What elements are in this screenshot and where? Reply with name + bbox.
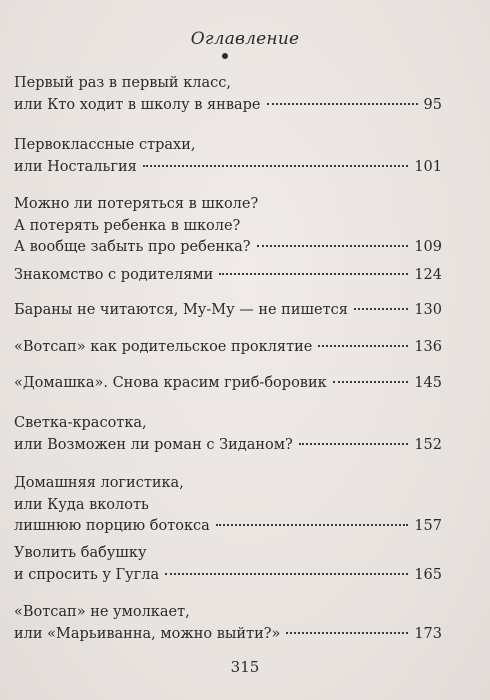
toc-entry-page-number: 157	[414, 518, 442, 534]
toc-entry	[14, 543, 442, 586]
toc-entry-line	[14, 516, 442, 538]
toc-entry	[14, 194, 442, 259]
toc-entry-line	[14, 237, 442, 259]
toc-entry-text: Первоклассные страхи,	[14, 137, 196, 153]
toc-entry-page-number: 145	[414, 375, 442, 391]
dot-leader	[267, 103, 418, 105]
page-number: 315	[230, 658, 260, 676]
dot-leader	[257, 245, 409, 247]
dot-leader	[165, 573, 408, 575]
toc-entry-line	[14, 337, 442, 359]
toc-entry-line	[14, 300, 442, 322]
toc-entry-text: Знакомство с родителями	[14, 267, 214, 283]
dot-leader	[143, 165, 408, 167]
toc-entry-text: А вообще забыть про ребенка?	[14, 239, 251, 255]
toc-entry-text: лишнюю порцию ботокса	[14, 518, 210, 534]
toc-entry-text: или Кто ходит в школу в январе	[14, 96, 261, 113]
toc-entry-line	[14, 194, 442, 216]
toc-entry-page-number: 152	[414, 436, 442, 453]
toc-entry-line	[14, 216, 442, 238]
toc-entry-page-number: 109	[414, 239, 442, 255]
dot-leader	[219, 273, 408, 275]
toc-entry-page-number: 101	[414, 158, 442, 175]
toc-entry-page-number: 165	[414, 566, 442, 583]
toc-entry	[14, 337, 442, 359]
toc-entry-line	[14, 135, 442, 157]
dot-leader	[354, 308, 408, 310]
toc-entry	[14, 265, 442, 287]
toc-entry-text: Уволить бабушку	[14, 545, 147, 561]
toc-entry	[14, 73, 442, 116]
toc-entry-text: «Вотсап» как родительское проклятие	[14, 339, 313, 355]
toc-entry-text: «Вотсап» не умолкает,	[14, 604, 190, 620]
toc-entry-text: А потерять ребенка в школе?	[14, 217, 241, 234]
dot-leader	[286, 632, 408, 634]
dot-leader	[299, 443, 409, 445]
toc-entry-line	[14, 373, 442, 395]
toc-entry	[14, 473, 442, 538]
toc-entry-page-number: 173	[414, 625, 442, 642]
dot-leader	[333, 381, 409, 383]
toc-entry-text: Светка-красотка,	[14, 415, 147, 431]
toc-entry-text: Первый раз в первый класс,	[14, 75, 231, 91]
page-title: Оглавление	[190, 29, 300, 49]
toc-entry	[14, 300, 442, 322]
toc-entry-line	[14, 495, 442, 517]
toc-entry-text: или Возможен ли роман с Зиданом?	[14, 436, 293, 453]
toc-entry-text: Бараны не читаются, Му-Му — не пишется	[14, 302, 348, 318]
toc-entry-line	[14, 624, 442, 646]
toc-entry-line	[14, 157, 442, 179]
toc-entry-page-number: 95	[423, 96, 442, 113]
toc-entry	[14, 602, 442, 645]
dot-leader	[216, 524, 408, 526]
toc-entry-text: «Домашка». Снова красим гриб-боровик	[14, 375, 327, 391]
toc-entry	[14, 373, 442, 395]
toc-entry-line	[14, 565, 442, 587]
dot-leader	[318, 345, 408, 347]
toc-entry-line	[14, 435, 442, 457]
toc-entry-text: или Куда вколоть	[14, 496, 149, 513]
toc-entry-line	[14, 265, 442, 287]
toc-entry	[14, 135, 442, 178]
toc-entry-line	[14, 73, 442, 95]
toc-entry-line	[14, 543, 442, 565]
toc-entry-page-number: 136	[414, 339, 442, 355]
toc-entry-text: или Ностальгия	[14, 158, 137, 175]
toc-entry-text: или «Марьиванна, можно выйти?»	[14, 625, 281, 642]
toc-entry-text: Можно ли потеряться в школе?	[14, 196, 259, 212]
toc-entry-line	[14, 602, 442, 624]
toc-entry-line	[14, 473, 442, 495]
toc-entry-line	[14, 95, 442, 117]
toc-entry-page-number: 124	[414, 267, 442, 283]
toc-entry-line	[14, 413, 442, 435]
toc-entry-text: и спросить у Гугла	[14, 566, 160, 583]
toc-entry-page-number: 130	[414, 302, 442, 318]
toc-entry-text: Домашняя логистика,	[14, 475, 184, 491]
toc-entry	[14, 413, 442, 456]
